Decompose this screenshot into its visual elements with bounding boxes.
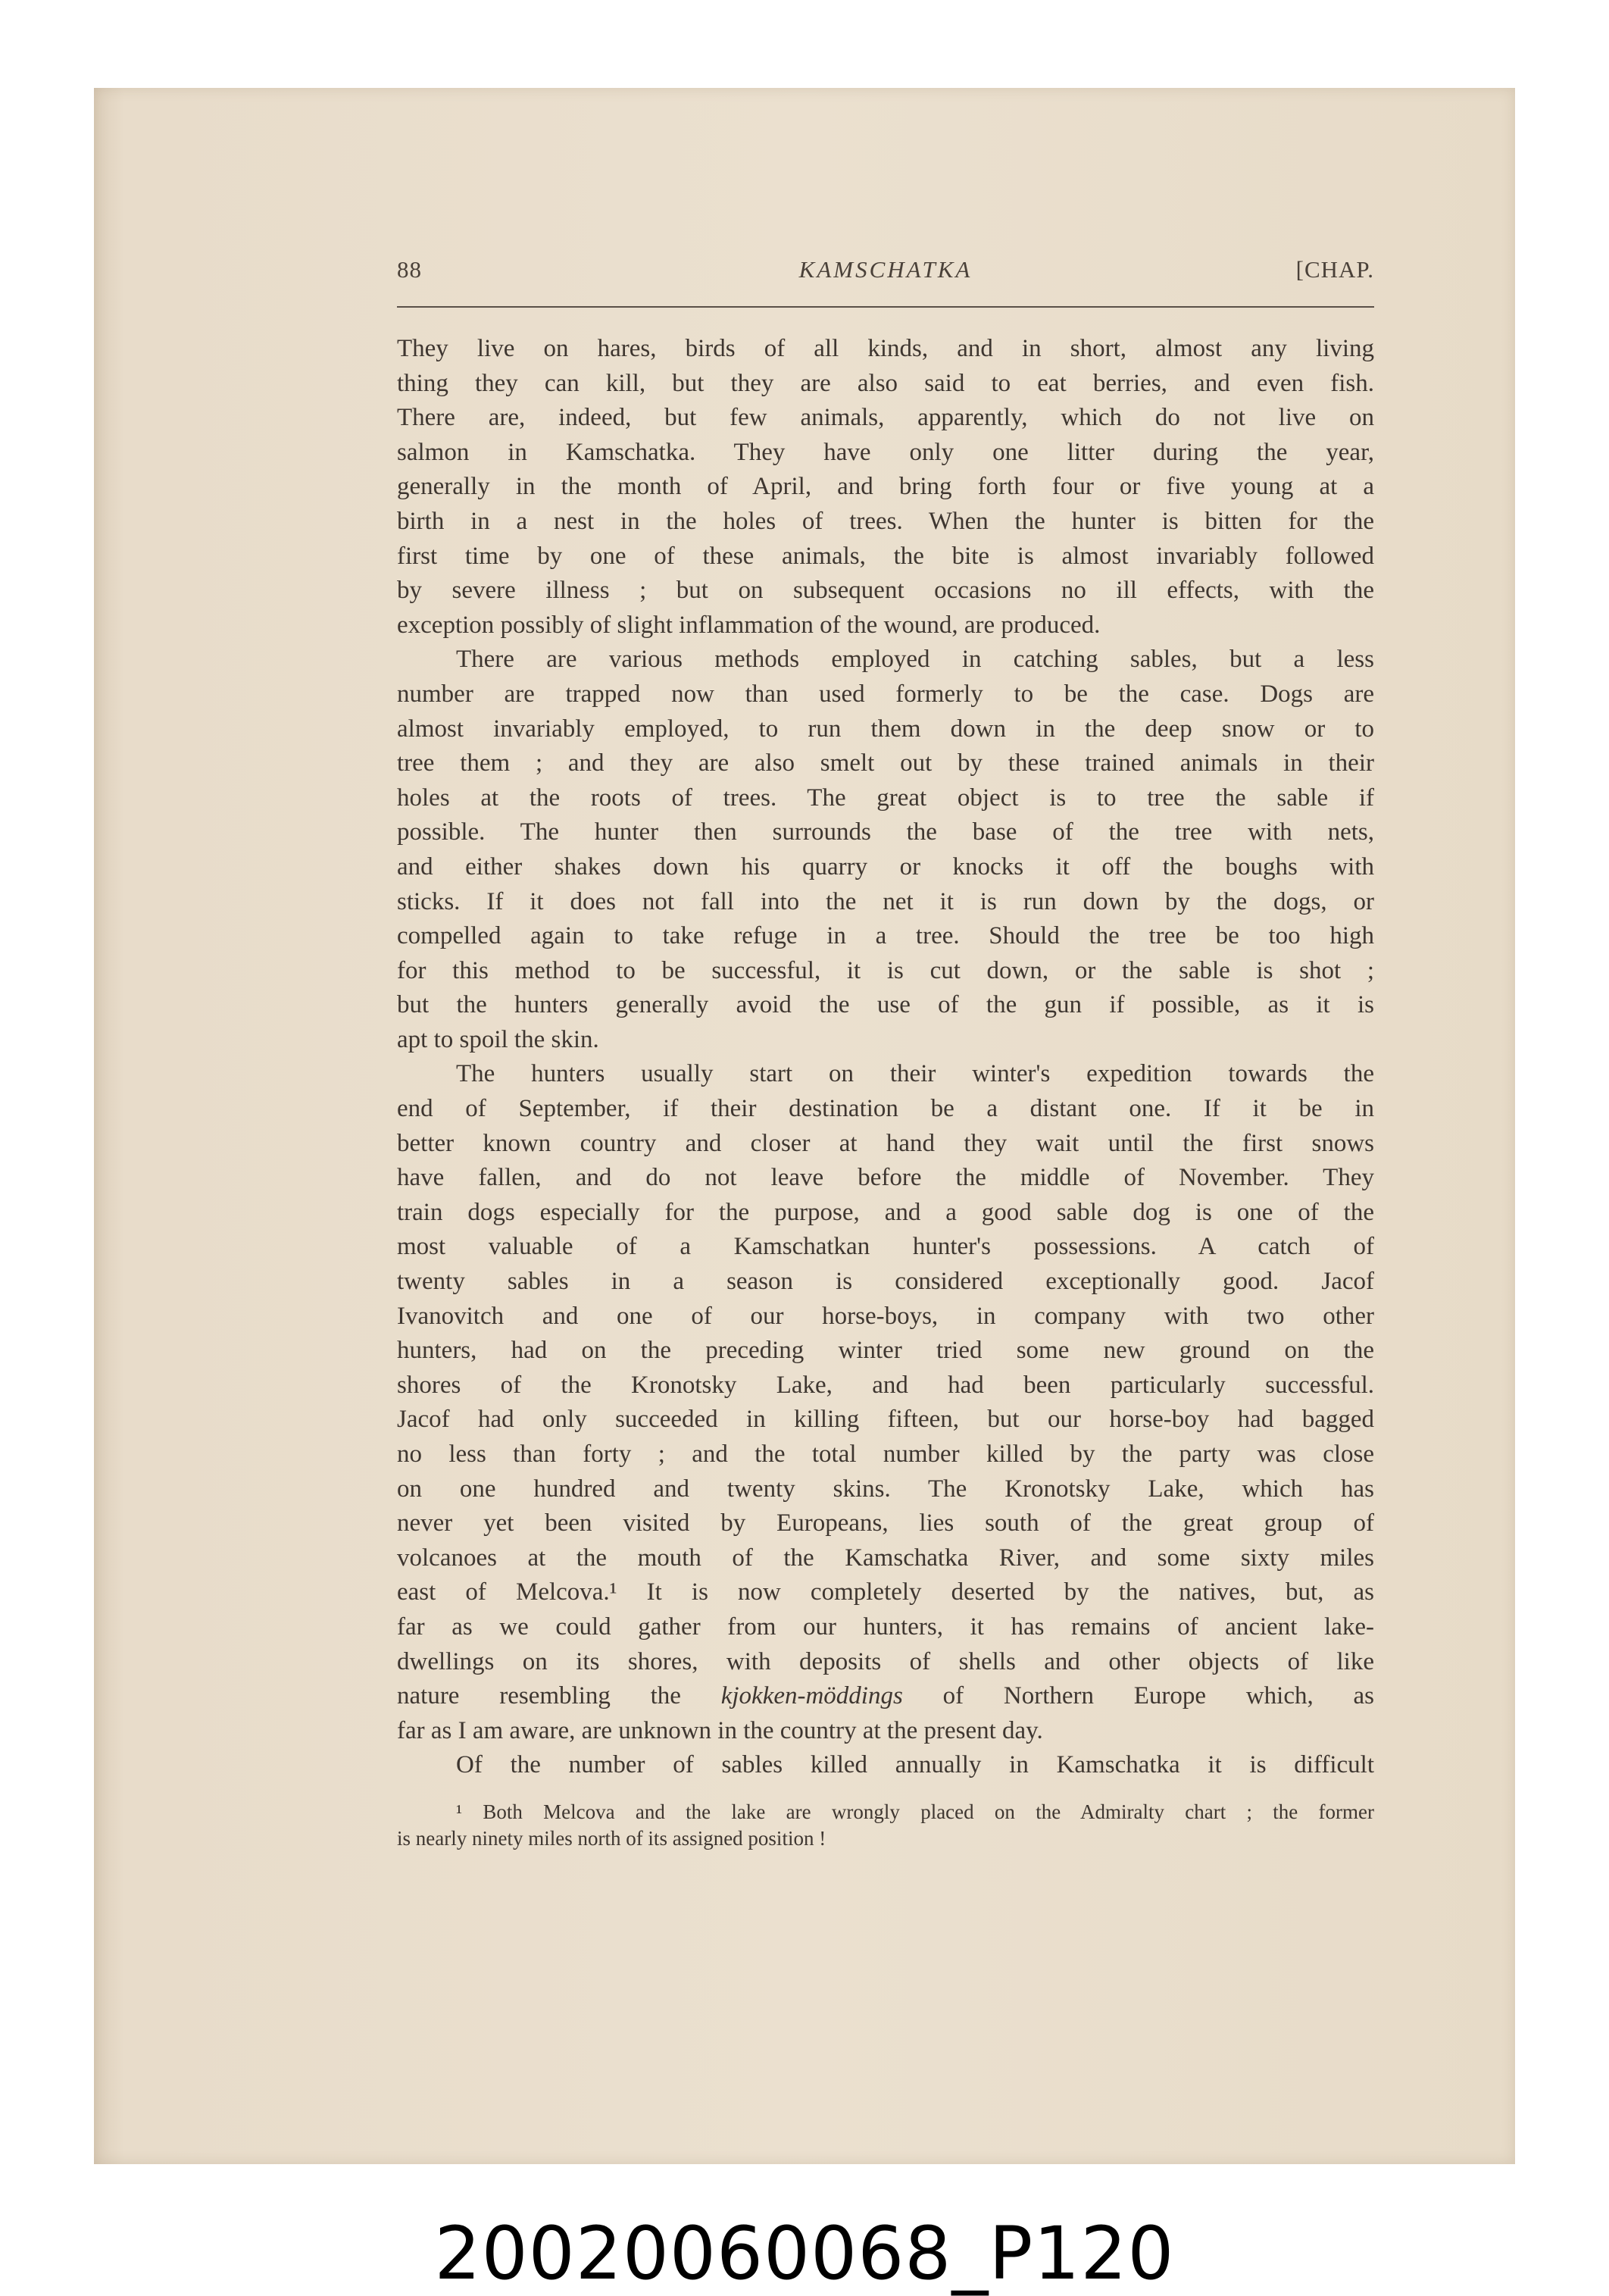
footnote-line: ¹ Both Melcova and the lake are wrongly placed on the Admiralty chart ; the former [456,1800,1374,1823]
page-header [397,256,1374,289]
body-line: There are various methods employed in catching sables, but a less [456,646,1374,674]
footnote [397,1799,1374,1852]
body-line: The hunters usually start on their winter's expedition towards the [456,1060,1374,1088]
body-line: train dogs especially for the purpose, and a good sable dog is one of the [397,1198,1374,1226]
body-line: There are, indeed, but few animals, apparently, which do not live on [397,404,1374,432]
body-line: on one hundred and twenty skins. The Kronotsky Lake, which has [397,1475,1374,1503]
body-line: shores of the Kronotsky Lake, and had been particularly successful. [397,1371,1374,1399]
body-line: east of Melcova.¹ It is now completely deserted by the natives, but, as [397,1578,1374,1606]
body-line: number are trapped now than used formerly to be the case. Dogs are [397,680,1374,708]
body-line: salmon in Kamschatka. They have only one litter during the year, [397,438,1374,466]
body-line: compelled again to take refuge in a tree. Should the tree be too high [397,922,1374,950]
line-segment: nature resembling the [397,1682,721,1710]
body-line: generally in the month of April, and bring forth four or five young at a [397,473,1374,501]
body-line: almost invariably employed, to run them down in the deep snow or to [397,715,1374,743]
body-line: for this method to be successful, it is cut down, or the sable is shot ; [397,956,1374,984]
body-line: never yet been visited by Europeans, lies south of the great group of [397,1509,1374,1537]
body-line: apt to spoil the skin. [397,1025,599,1053]
header-rule [397,306,1374,308]
chapter-mark: [CHAP. [1295,256,1374,283]
body-line: far as we could gather from our hunters, it has remains of ancient lake- [397,1613,1374,1641]
body-line: by severe illness ; but on subsequent occasions no ill effects, with the [397,577,1374,605]
body-line: exception possibly of slight inflammation of the wound, are produced. [397,611,1101,639]
body-line: possible. The hunter then surrounds the base of the tree with nets, [397,818,1374,846]
body-line: hunters, had on the preceding winter tried some new ground on the [397,1337,1374,1365]
body-line: Ivanovitch and one of our horse-boys, in company with two other [397,1302,1374,1330]
body-line: and either shakes down his quarry or knocks it off the boughs with [397,852,1374,881]
body-line: better known country and closer at hand they wait until the first snows [397,1129,1374,1157]
body-line: twenty sables in a season is considered exceptionally good. Jacof [397,1268,1374,1296]
body-line: first time by one of these animals, the bite is almost invariably followed [397,542,1374,570]
body-line: end of September, if their destination be a distant one. If it be in [397,1095,1374,1123]
body-line: They live on hares, birds of all kinds, and in short, almost any living [397,335,1374,362]
body-line: tree them ; and they are also smelt out by these trained animals in their [397,749,1374,777]
body-line: holes at the roots of trees. The great object is to tree the sable if [397,784,1374,812]
image-id-label: 20020060068_P120 [434,2211,1175,2296]
body-line: sticks. If it does not fall into the net it is run down by the dogs, or [397,887,1374,915]
body-line: far as I am aware, are unknown in the country at the present day. [397,1716,1043,1744]
italic-term: kjokken-möddings [720,1682,903,1710]
body-line: dwellings on its shores, with deposits of shells and other objects of like [397,1647,1374,1675]
body-line: no less than forty ; and the total number killed by the party was close [397,1440,1374,1468]
body-line: most valuable of a Kamschatkan hunter's possessions. A catch of [397,1233,1374,1261]
body-line: volcanoes at the mouth of the Kamschatka River, and some sixty miles [397,1544,1374,1572]
body-line: have fallen, and do not leave before the middle of November. They [397,1164,1374,1192]
body-line: Jacof had only succeeded in killing fifteen, but our horse-boy had bagged [397,1406,1374,1434]
body-line: Of the number of sables killed annually in Kamschatka it is difficult [456,1751,1374,1779]
body-line: thing they can kill, but they are also said to eat berries, and even fish. [397,369,1374,397]
body-line: but the hunters generally avoid the use of the gun if possible, as it is [397,991,1374,1019]
page-number: 88 [397,256,422,283]
line-segment: of Northern Europe which, as [902,1682,1374,1710]
running-title: KAMSCHATKA [798,256,973,283]
footnote-line: is nearly ninety miles north of its assigned position ! [397,1827,826,1850]
body-text [397,332,1374,1783]
body-line [397,1679,1374,1714]
body-line: birth in a nest in the holes of trees. When the hunter is bitten for the [397,507,1374,535]
